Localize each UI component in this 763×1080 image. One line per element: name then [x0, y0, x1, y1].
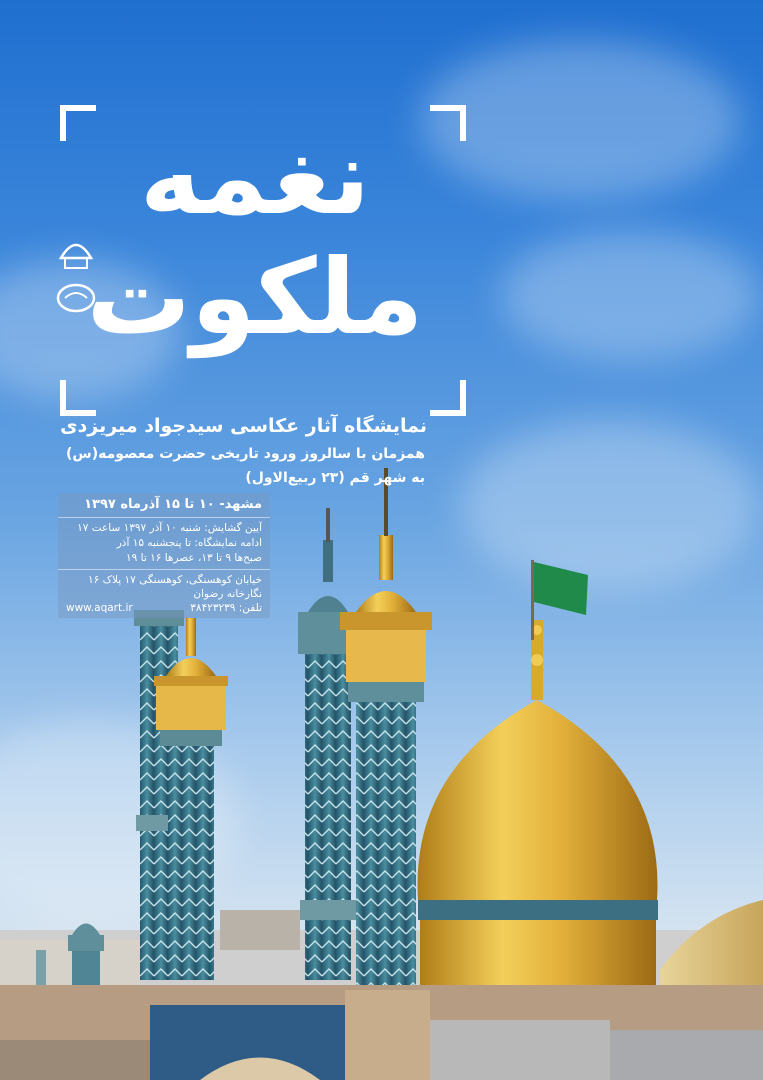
frame-corner-bottom-left: [60, 380, 96, 416]
occasion-line: همزمان با سالروز ورود تاریخی حضرت معصومه(س): [66, 446, 425, 462]
opening-time: آیین گشایش: شنبه ۱۰ آذر ۱۳۹۷ ساعت ۱۷: [77, 522, 262, 534]
occasion-date-line: به شهر قم (۲۳ ربیع‌الاول): [245, 470, 425, 486]
poster-title-line1: نغمه: [139, 116, 371, 238]
city-dates: مشهد- ۱۰ تا ۱۵ آذرماه ۱۳۹۷: [84, 497, 262, 512]
poster-title-line2: ملکوت: [86, 236, 424, 358]
address: خیابان کوهسنگی، کوهسنگی ۱۷ پلاک ۱۶: [87, 574, 262, 586]
opening-hours: صبح‌ها ۹ تا ۱۳، عصرها ۱۶ تا ۱۹: [126, 552, 262, 564]
minaret-middle: [298, 508, 360, 980]
website-link[interactable]: www.aqart.ir: [66, 602, 133, 614]
divider: [58, 517, 270, 518]
details-panel: [58, 493, 270, 618]
organization-logo-icon: [55, 228, 97, 318]
phone-number: تلفن: ۳۸۴۲۳۲۳۹: [190, 602, 262, 614]
exhibition-subtitle: نمایشگاه آثار عکاسی سیدجواد میریزدی: [60, 415, 427, 437]
courtyard: [0, 985, 763, 1080]
golden-dome: [410, 620, 666, 1045]
frame-corner-bottom-right: [430, 380, 466, 416]
divider: [58, 569, 270, 570]
continuation-date: ادامه نمایشگاه: تا پنجشنبه ۱۵ آذر: [116, 537, 262, 549]
gallery-name: نگارخانه رضوان: [193, 588, 262, 600]
